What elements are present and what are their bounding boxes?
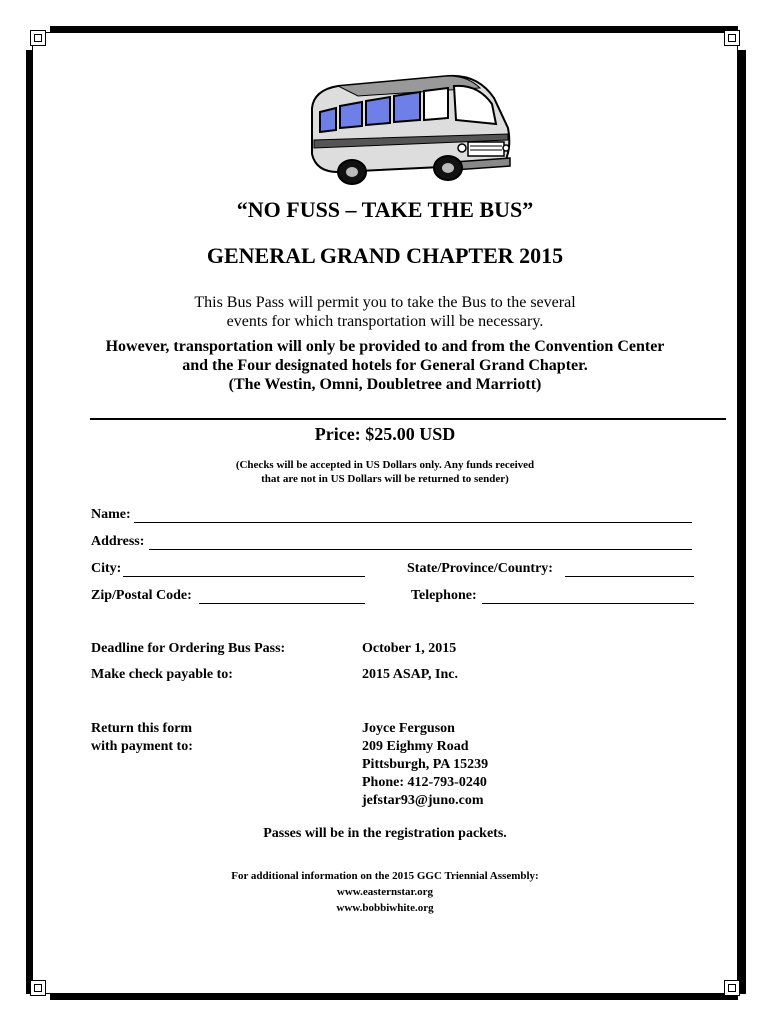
hotel-list: (The Westin, Omni, Doubletree and Marriott) [228, 376, 542, 393]
divider [90, 418, 726, 420]
return-address [362, 720, 488, 810]
state-field[interactable] [565, 562, 694, 577]
intro-line: This Bus Pass will permit you to take the Bus to the several [194, 294, 576, 311]
zip-label: Zip/Postal Code: [91, 588, 192, 603]
flyer-title: “NO FUSS – TAKE THE BUS” [236, 197, 534, 222]
contact-email: jefstar93@juno.com [362, 793, 484, 808]
return-label [91, 720, 193, 756]
return-line: Return this form [91, 721, 193, 736]
state-label: State/Province/Country: [407, 561, 553, 576]
address-field[interactable] [149, 535, 692, 550]
deadline-value: October 1, 2015 [362, 641, 457, 656]
telephone-label: Telephone: [411, 588, 477, 603]
name-field[interactable] [134, 508, 692, 523]
note-line: (Checks will be accepted in US Dollars only. Any funds received [235, 459, 535, 471]
notice-line: and the Four designated hotels for General Grand Chapter. [182, 357, 588, 374]
contact-street: 209 Eighmy Road [362, 739, 469, 754]
payment-note [0, 458, 770, 486]
payable-label: Make check payable to: [91, 667, 233, 682]
intro-line: events for which transportation will be necessary. [226, 313, 544, 330]
passes-note: Passes will be in the registration packets. [263, 826, 507, 841]
return-line: with payment to: [91, 739, 193, 754]
note-line: that are not in US Dollars will be returned to sender) [261, 473, 509, 485]
flyer-subtitle: GENERAL GRAND CHAPTER 2015 [206, 243, 564, 268]
website-link[interactable]: www.easternstar.org [336, 886, 434, 898]
contact-name: Joyce Ferguson [362, 721, 455, 736]
price-label: Price: $25.00 USD [314, 424, 456, 444]
website-link[interactable]: www.bobbiwhite.org [336, 902, 434, 914]
contact-phone: Phone: 412-793-0240 [362, 775, 487, 790]
address-label: Address: [91, 534, 145, 549]
payable-value: 2015 ASAP, Inc. [362, 667, 458, 682]
bus-illustration [298, 68, 518, 186]
footer-info [0, 868, 770, 916]
contact-city: Pittsburgh, PA 15239 [362, 757, 489, 772]
city-label: City: [91, 561, 122, 576]
intro-text [0, 293, 770, 331]
notice-line: However, transportation will only be provided to and from the Convention Center [105, 338, 665, 355]
transport-notice [0, 337, 770, 394]
city-field[interactable] [123, 562, 365, 577]
telephone-field[interactable] [482, 589, 694, 604]
zip-field[interactable] [199, 589, 365, 604]
footer-line: For additional information on the 2015 GGC Triennial Assembly: [231, 870, 539, 882]
deadline-label: Deadline for Ordering Bus Pass: [91, 641, 286, 656]
name-label: Name: [91, 507, 131, 522]
